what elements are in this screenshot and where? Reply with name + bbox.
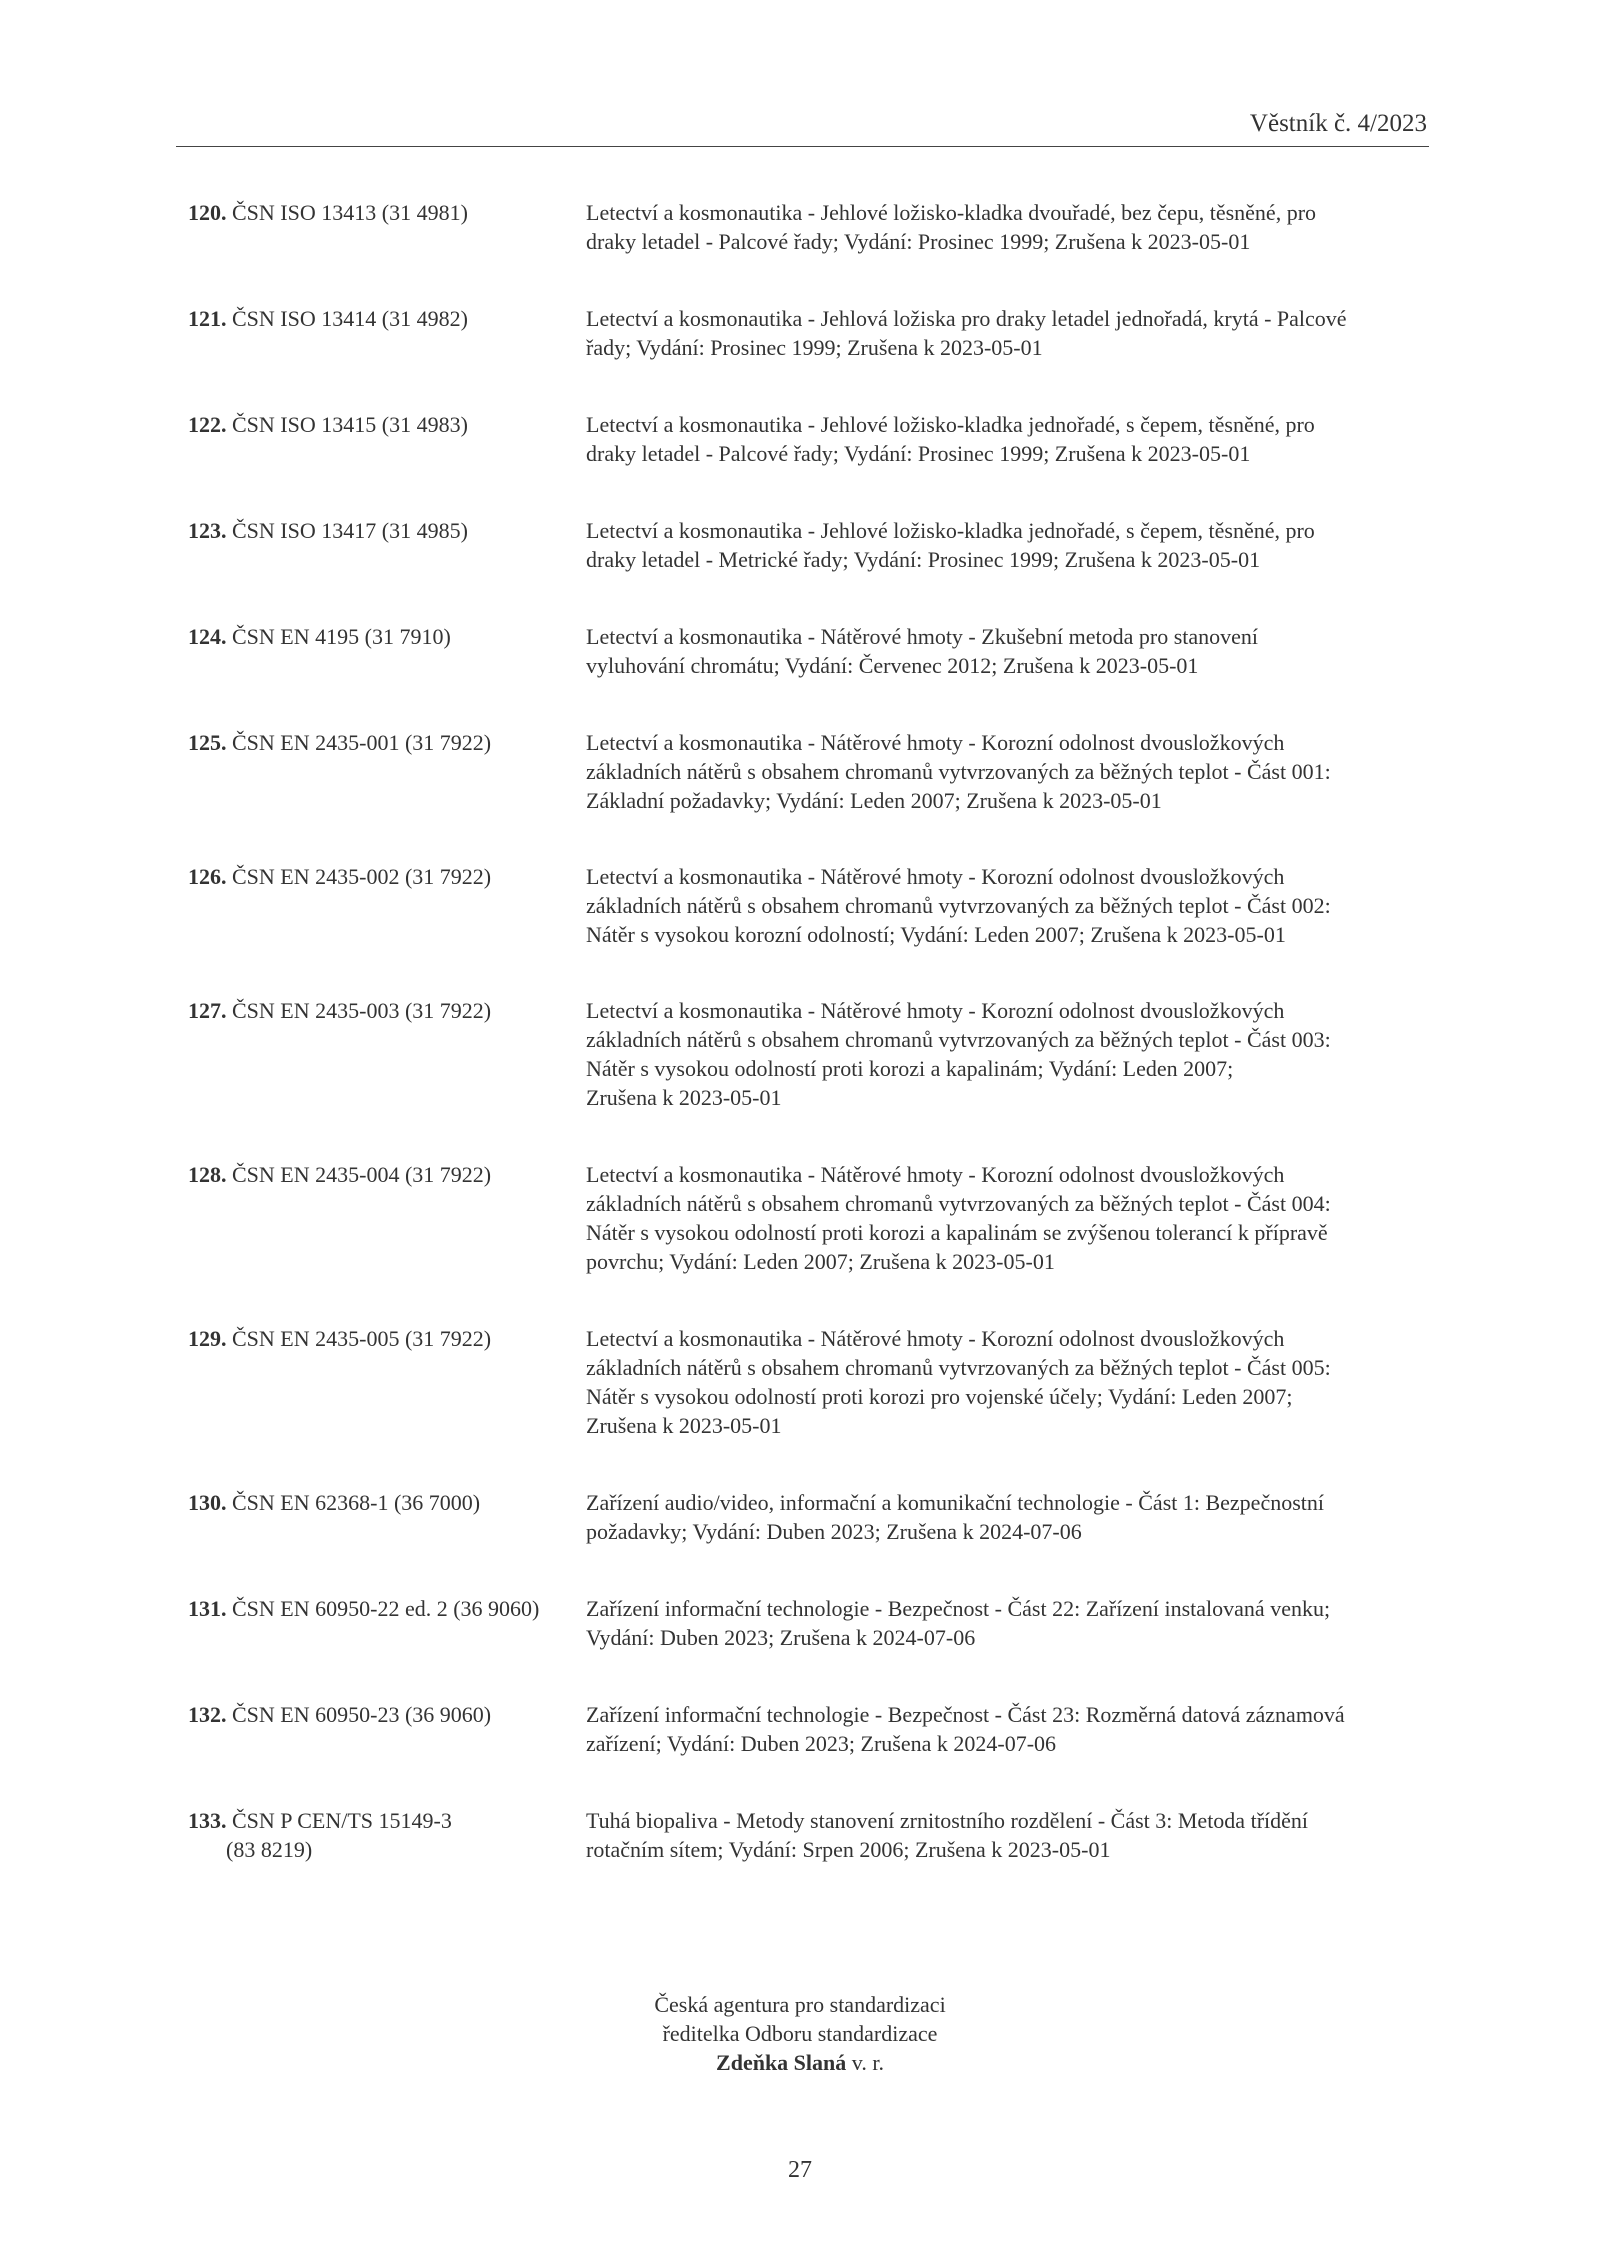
standard-code: [188, 1594, 578, 1623]
entry-number: 130.: [188, 1490, 227, 1515]
description-line: Zrušena k 2023-05-01: [586, 1413, 782, 1438]
entry-number: 125.: [188, 730, 227, 755]
entry-number: 124.: [188, 624, 227, 649]
standard-description: [586, 1700, 1426, 1758]
standard-designation: ČSN EN 2435-004 (31 7922): [226, 1162, 492, 1187]
standard-designation: ČSN ISO 13413 (31 4981): [226, 200, 468, 225]
description-line: Letectví a kosmonautika - Nátěrové hmoty - Korozní odolnost dvousložkových: [586, 1162, 1285, 1187]
description-line: Letectví a kosmonautika - Nátěrové hmoty - Korozní odolnost dvousložkových: [586, 998, 1285, 1023]
description-line: Letectví a kosmonautika - Nátěrové hmoty - Korozní odolnost dvousložkových: [586, 730, 1285, 755]
description-line: draky letadel - Metrické řady; Vydání: Prosinec 1999; Zrušena k 2023-05-01: [586, 547, 1261, 572]
description-line: Letectví a kosmonautika - Jehlová ložiska pro draky letadel jednořadá, krytá - Palcové: [586, 306, 1347, 331]
description-line: Tuhá biopaliva - Metody stanovení zrnitostního rozdělení - Část 3: Metoda třídění: [586, 1808, 1309, 1833]
entry-number: 127.: [188, 998, 227, 1023]
standard-code: [188, 516, 578, 545]
standard-code: [188, 1160, 578, 1189]
standard-description: [586, 1488, 1426, 1546]
description-line: draky letadel - Palcové řady; Vydání: Prosinec 1999; Zrušena k 2023-05-01: [586, 229, 1251, 254]
description-line: Zařízení informační technologie - Bezpečnost - Část 22: Zařízení instalovaná venku;: [586, 1596, 1331, 1621]
standard-designation: ČSN EN 60950-23 (36 9060): [226, 1702, 492, 1727]
description-line: požadavky; Vydání: Duben 2023; Zrušena k 2024-07-06: [586, 1519, 1082, 1544]
description-line: Vydání: Duben 2023; Zrušena k 2024-07-06: [586, 1625, 976, 1650]
standard-description: [586, 622, 1426, 680]
standard-description: [586, 1806, 1426, 1864]
entry-number: 133.: [188, 1808, 227, 1833]
entry-number: 131.: [188, 1596, 227, 1621]
signer-line: [0, 2048, 1600, 2077]
description-line: povrchu; Vydání: Leden 2007; Zrušena k 2023-05-01: [586, 1249, 1055, 1274]
description-line: Letectví a kosmonautika - Nátěrové hmoty - Korozní odolnost dvousložkových: [586, 1326, 1285, 1351]
standard-designation: ČSN EN 2435-003 (31 7922): [226, 998, 492, 1023]
standard-code: [188, 1324, 578, 1353]
description-line: Základní požadavky; Vydání: Leden 2007; Zrušena k 2023-05-01: [586, 788, 1162, 813]
standard-designation: ČSN ISO 13415 (31 4983): [226, 412, 468, 437]
header-divider: [176, 146, 1429, 147]
standard-designation: ČSN EN 62368-1 (36 7000): [226, 1490, 481, 1515]
description-line: Letectví a kosmonautika - Nátěrové hmoty - Korozní odolnost dvousložkových: [586, 864, 1285, 889]
standard-designation: ČSN EN 2435-001 (31 7922): [226, 730, 492, 755]
standard-designation: ČSN EN 60950-22 ed. 2 (36 9060): [226, 1596, 540, 1621]
entry-number: 132.: [188, 1702, 227, 1727]
description-line: Letectví a kosmonautika - Jehlové ložisko-kladka jednořadé, s čepem, těsněné, pro: [586, 412, 1315, 437]
description-line: Zrušena k 2023-05-01: [586, 1085, 782, 1110]
standard-designation: ČSN EN 2435-002 (31 7922): [226, 864, 492, 889]
description-line: Nátěr s vysokou odolností proti korozi a kapalinám se zvýšenou tolerancí k přípravě: [586, 1220, 1328, 1245]
description-line: Nátěr s vysokou odolností proti korozi pro vojenské účely; Vydání: Leden 2007;: [586, 1384, 1293, 1409]
signature-block: [0, 1990, 1600, 2077]
description-line: rotačním sítem; Vydání: Srpen 2006; Zrušena k 2023-05-01: [586, 1837, 1111, 1862]
description-line: základních nátěrů s obsahem chromanů vytvrzovaných za běžných teplot - Část 003:: [586, 1027, 1331, 1052]
description-line: Zařízení informační technologie - Bezpečnost - Část 23: Rozměrná datová záznamová: [586, 1702, 1345, 1727]
standard-description: [586, 1594, 1426, 1652]
description-line: draky letadel - Palcové řady; Vydání: Prosinec 1999; Zrušena k 2023-05-01: [586, 441, 1251, 466]
standard-description: [586, 1324, 1426, 1440]
standard-code: [188, 410, 578, 439]
description-line: Nátěr s vysokou korozní odolností; Vydání: Leden 2007; Zrušena k 2023-05-01: [586, 922, 1286, 947]
standard-code: [188, 996, 578, 1025]
standard-code: [188, 1700, 578, 1729]
standard-designation: ČSN ISO 13417 (31 4985): [226, 518, 468, 543]
entry-number: 129.: [188, 1326, 227, 1351]
standard-designation-continued: (83 8219): [226, 1837, 313, 1862]
standard-description: [586, 516, 1426, 574]
entry-number: 121.: [188, 306, 227, 331]
standard-description: [586, 410, 1426, 468]
entry-number: 120.: [188, 200, 227, 225]
description-line: základních nátěrů s obsahem chromanů vytvrzovaných za běžných teplot - Část 004:: [586, 1191, 1331, 1216]
description-line: Letectví a kosmonautika - Jehlové ložisko-kladka dvouřadé, bez čepu, těsněné, pro: [586, 200, 1317, 225]
standard-designation: ČSN EN 4195 (31 7910): [226, 624, 451, 649]
description-line: zařízení; Vydání: Duben 2023; Zrušena k 2024-07-06: [586, 1731, 1057, 1756]
standard-code: [188, 304, 578, 333]
standard-designation: ČSN EN 2435-005 (31 7922): [226, 1326, 492, 1351]
standard-designation: ČSN P CEN/TS 15149-3: [226, 1808, 452, 1833]
standard-code: [188, 622, 578, 651]
standard-code: [188, 862, 578, 891]
description-line: základních nátěrů s obsahem chromanů vytvrzovaných za běžných teplot - Část 001:: [586, 759, 1331, 784]
standard-description: [586, 304, 1426, 362]
agency-name: Česká agentura pro standardizaci: [654, 1992, 946, 2017]
standard-code: [188, 728, 578, 757]
description-line: základních nátěrů s obsahem chromanů vytvrzovaných za běžných teplot - Část 002:: [586, 893, 1331, 918]
page-header-title: Věstník č. 4/2023: [1249, 110, 1427, 137]
standard-description: [586, 996, 1426, 1112]
signer-name: Zdeňka Slaná: [716, 2050, 847, 2075]
description-line: základních nátěrů s obsahem chromanů vytvrzovaných za běžných teplot - Část 005:: [586, 1355, 1331, 1380]
standard-description: [586, 728, 1426, 815]
description-line: Zařízení audio/video, informační a komunikační technologie - Část 1: Bezpečnostní: [586, 1490, 1324, 1515]
description-line: vyluhování chromátu; Vydání: Červenec 2012; Zrušena k 2023-05-01: [586, 653, 1199, 678]
entry-number: 126.: [188, 864, 227, 889]
description-line: řady; Vydání: Prosinec 1999; Zrušena k 2023-05-01: [586, 335, 1043, 360]
standard-code: [188, 198, 578, 227]
standard-description: [586, 1160, 1426, 1276]
standard-code: [188, 1488, 578, 1517]
signer-role: ředitelka Odboru standardizace: [662, 2021, 938, 2046]
description-line: Letectví a kosmonautika - Nátěrové hmoty - Zkušební metoda pro stanovení: [586, 624, 1259, 649]
standard-description: [586, 198, 1426, 256]
description-line: Nátěr s vysokou odolností proti korozi a kapalinám; Vydání: Leden 2007;: [586, 1056, 1234, 1081]
signer-suffix: v. r.: [846, 2050, 884, 2075]
entry-number: 122.: [188, 412, 227, 437]
entry-number: 128.: [188, 1162, 227, 1187]
standard-code: [188, 1806, 578, 1864]
standard-designation: ČSN ISO 13414 (31 4982): [226, 306, 468, 331]
standard-description: [586, 862, 1426, 949]
entry-number: 123.: [188, 518, 227, 543]
page-number: 27: [788, 2157, 812, 2183]
description-line: Letectví a kosmonautika - Jehlové ložisko-kladka jednořadé, s čepem, těsněné, pro: [586, 518, 1315, 543]
